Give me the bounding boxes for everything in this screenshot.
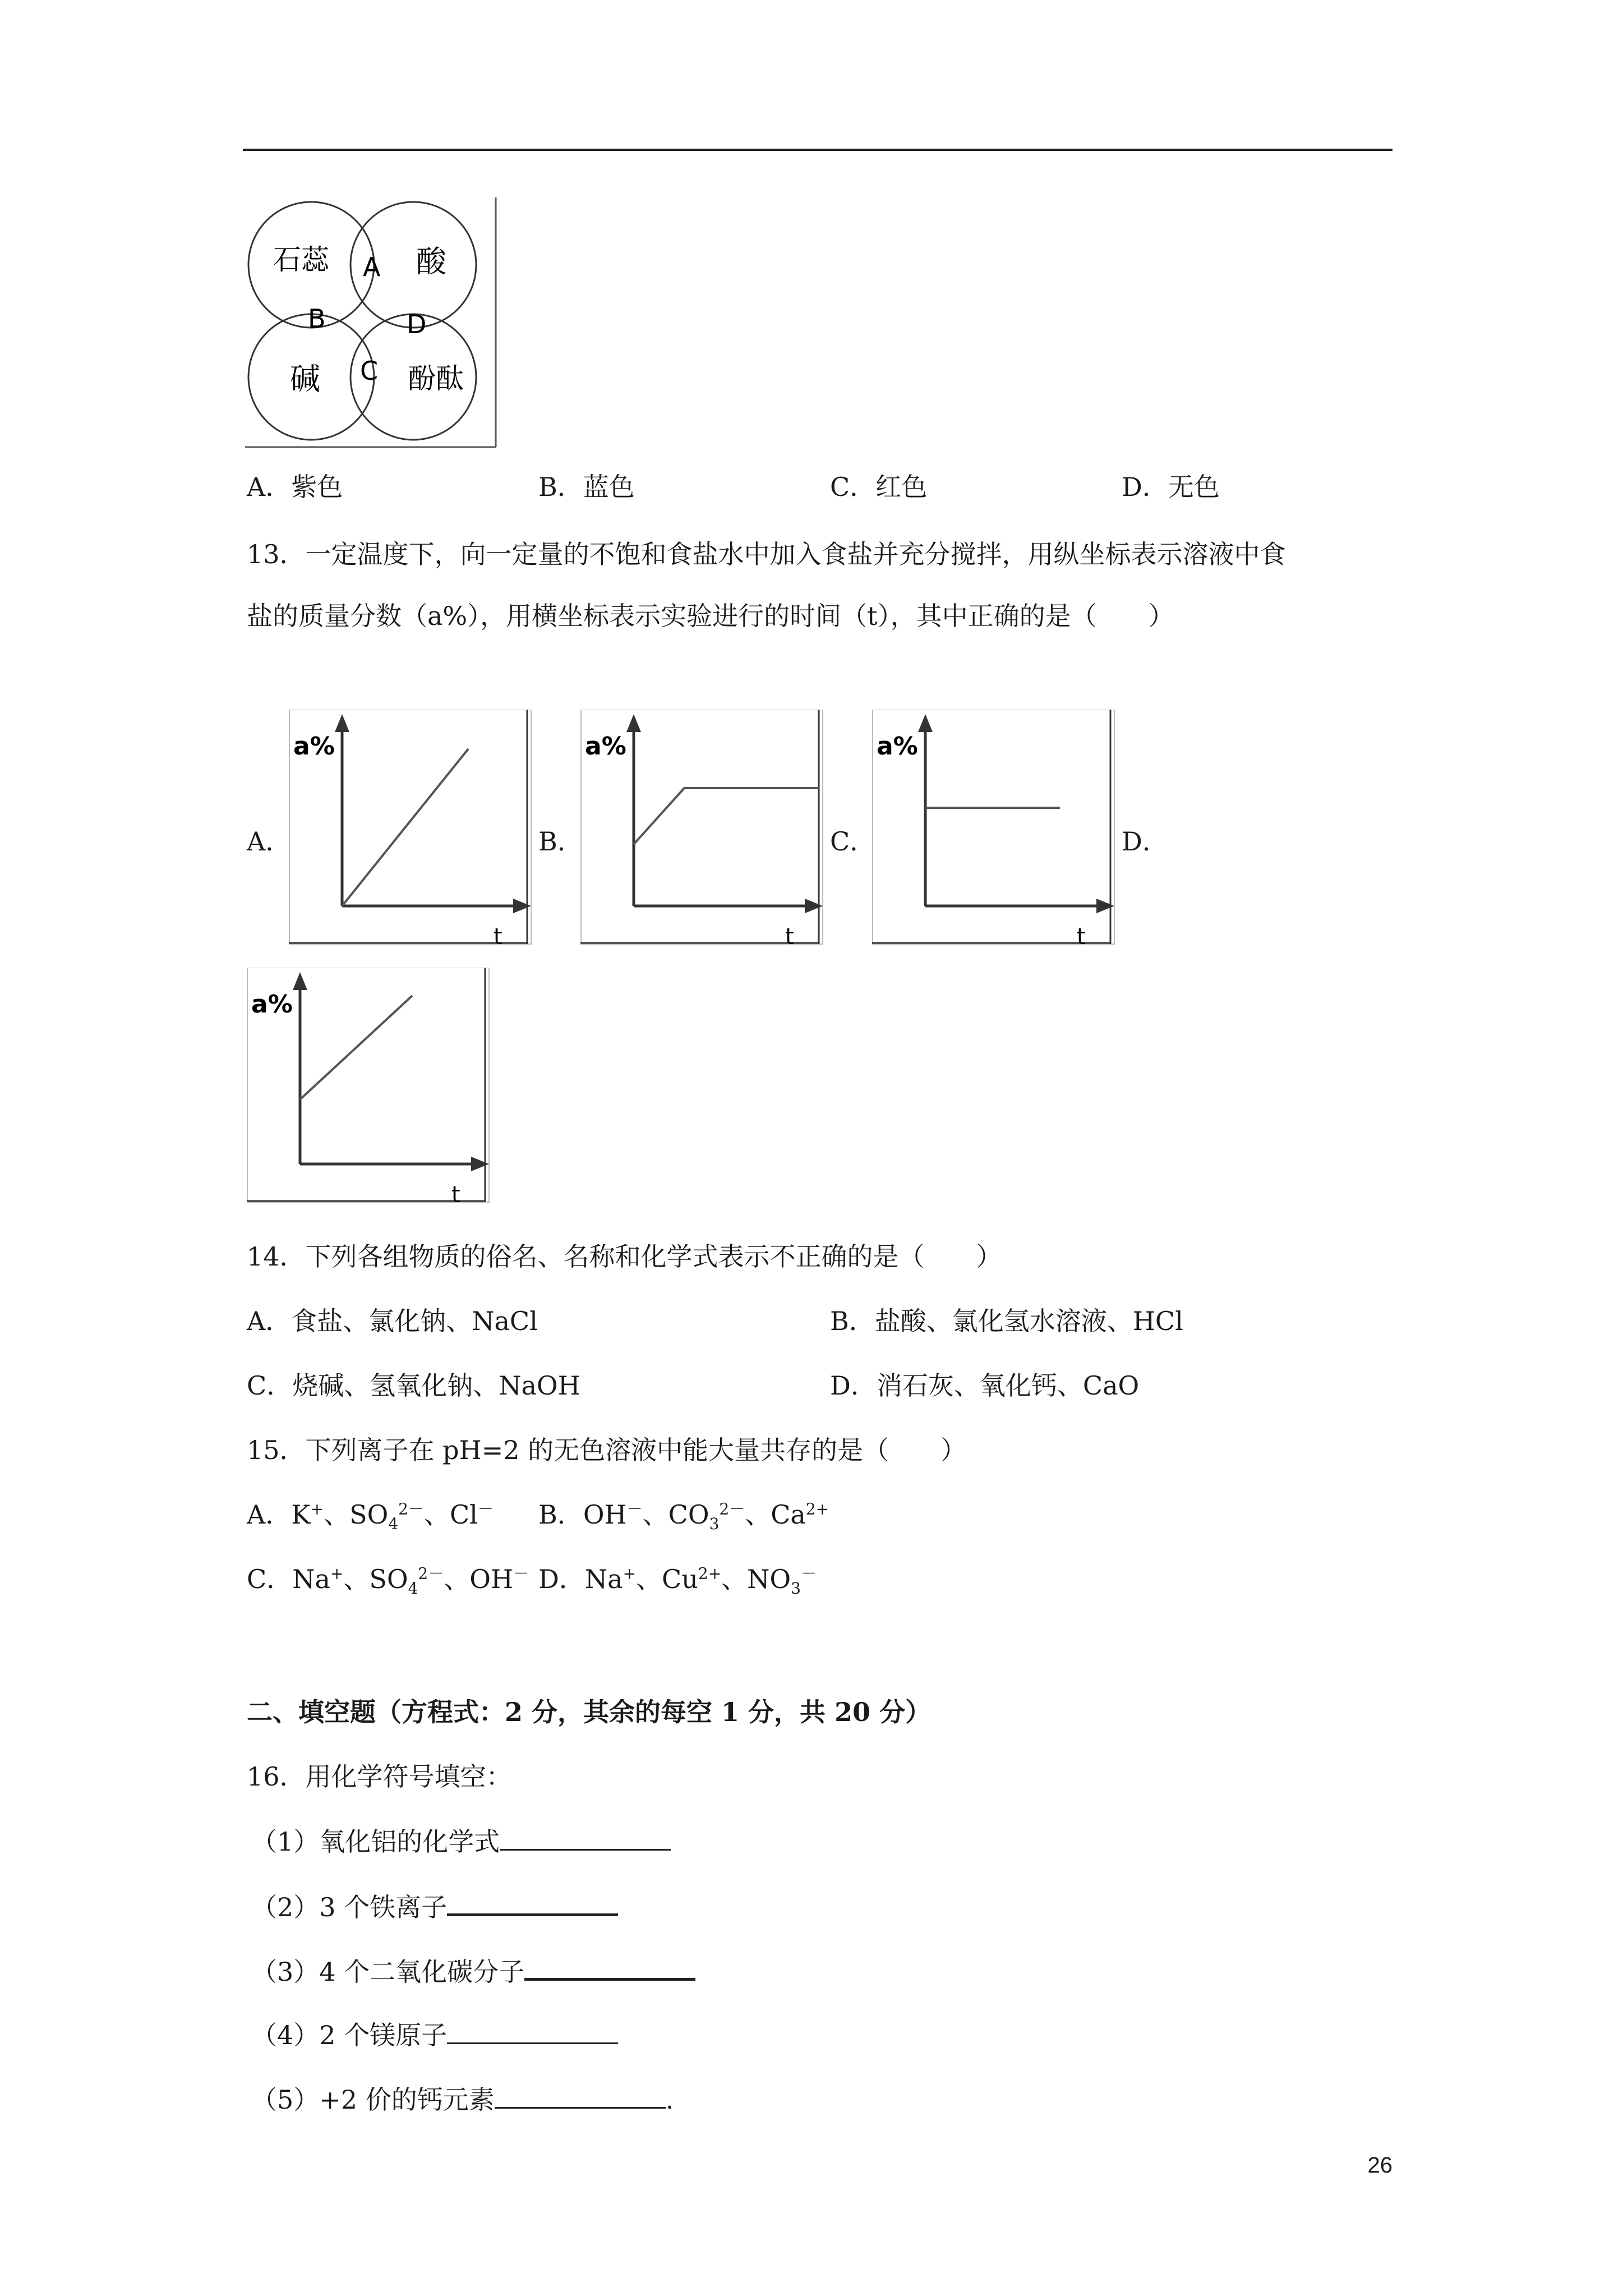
graph-b-x-arrow [805, 899, 823, 913]
q15-option-c: C．Na+、$SO_4^{2-}$、OH－ [247, 1564, 529, 1598]
q14-option-a: A．食盐、氯化钠、NaCl [247, 1306, 538, 1336]
q12-option-c: C．红色 [830, 472, 928, 502]
q13-stem-line2: 盐的质量分数（a%），用横坐标表示实验进行的时间（t），其中正确的是（ ） [247, 601, 1174, 631]
graph-b-ylabel: a% [585, 732, 626, 761]
q16-item-5: （5）+2 价的钙元素 . [251, 2082, 674, 2116]
graph-d [247, 968, 491, 1203]
graph-c-xlabel: t [1077, 924, 1086, 945]
graph-a-line [342, 749, 468, 906]
label-litmus: 石蕊 [273, 243, 329, 276]
answer-blank-1[interactable] [500, 1824, 671, 1851]
region-c: C [360, 356, 379, 386]
q14-option-b: B．盐酸、氯化氢水溶液、HCl [830, 1306, 1183, 1336]
label-acid: 酸 [416, 244, 446, 279]
graph-c-x-arrow [1096, 899, 1114, 913]
q16-stem: 16．用化学符号填空： [247, 1761, 512, 1792]
q12-option-a: A．紫色 [247, 472, 343, 502]
q14-stem: 14．下列各组物质的俗名、名称和化学式表示不正确的是（ ） [247, 1241, 1002, 1272]
region-d: D [407, 309, 427, 339]
header-rule [243, 149, 1393, 151]
graph-a-ylabel: a% [293, 732, 335, 761]
q13-option-a-letter: A． [247, 826, 292, 857]
q14-option-d: D．消石灰、氧化钙、CaO [830, 1370, 1140, 1401]
q15-option-a: A．K+、$SO_4^{2-}$、Cl－ [247, 1499, 494, 1534]
q15-stem: 15．下列离子在 pH=2 的无色溶液中能大量共存的是（ ） [247, 1435, 967, 1465]
label-phenolphthalein: 酚酞 [408, 362, 464, 395]
answer-blank-2[interactable] [447, 1889, 618, 1916]
graph-d-y-arrow [293, 972, 307, 990]
q13-stem-line1: 13．一定温度下，向一定量的不饱和食盐水中加入食盐并充分搅拌，用纵坐标表示溶液中食 [247, 539, 1286, 569]
q12-option-d: D．无色 [1122, 472, 1220, 502]
graph-a-x-arrow [513, 899, 531, 913]
graph-a-xlabel: t [494, 924, 502, 945]
page-number: 26 [1367, 2153, 1393, 2178]
region-a: A [363, 252, 381, 282]
answer-blank-3[interactable] [524, 1953, 695, 1981]
q15-option-b: B．OH－、$CO_3^{2-}$、$Ca^{2+}$ [538, 1499, 829, 1534]
graph-b-line [634, 788, 819, 844]
graph-a-y-arrow [335, 714, 349, 732]
venn-diagram [245, 197, 497, 450]
q13-option-c-letter: C． [830, 826, 876, 857]
graph-d-xlabel: t [451, 1182, 460, 1203]
q15-option-d: D．Na+、$Cu^{2+}$、$NO_3^-$ [538, 1564, 817, 1598]
graph-c-ylabel: a% [877, 732, 918, 761]
graph-c [872, 710, 1116, 945]
graph-c-y-arrow [918, 714, 933, 732]
graph-d-line [300, 996, 412, 1099]
q16-item-1: （1）氧化铝的化学式 [251, 1824, 671, 1858]
graph-d-ylabel: a% [251, 990, 293, 1019]
graph-d-x-arrow [471, 1157, 489, 1171]
q16-item-2: （2）3 个铁离子 [251, 1889, 618, 1924]
q16-item-3: （3）4 个二氧化碳分子 [251, 1953, 695, 1989]
q13-option-b-letter: B． [538, 826, 583, 857]
region-b: B [308, 303, 326, 334]
answer-blank-5[interactable] [495, 2082, 666, 2109]
label-base: 碱 [290, 361, 320, 397]
q14-option-c: C．烧碱、氢氧化钠、NaOH [247, 1370, 580, 1401]
answer-blank-4[interactable] [447, 2018, 618, 2044]
graph-b-y-arrow [626, 714, 641, 732]
graph-b [580, 710, 824, 945]
graph-b-xlabel: t [785, 924, 794, 945]
q13-option-d-letter: D． [1122, 826, 1168, 857]
q16-item-4: （4）2 个镁原子 [251, 2018, 618, 2052]
graph-a [289, 710, 533, 945]
section-title: 二、填空题（方程式：2 分，其余的每空 1 分，共 20 分） [247, 1697, 932, 1727]
q12-option-b: B．蓝色 [538, 472, 635, 502]
